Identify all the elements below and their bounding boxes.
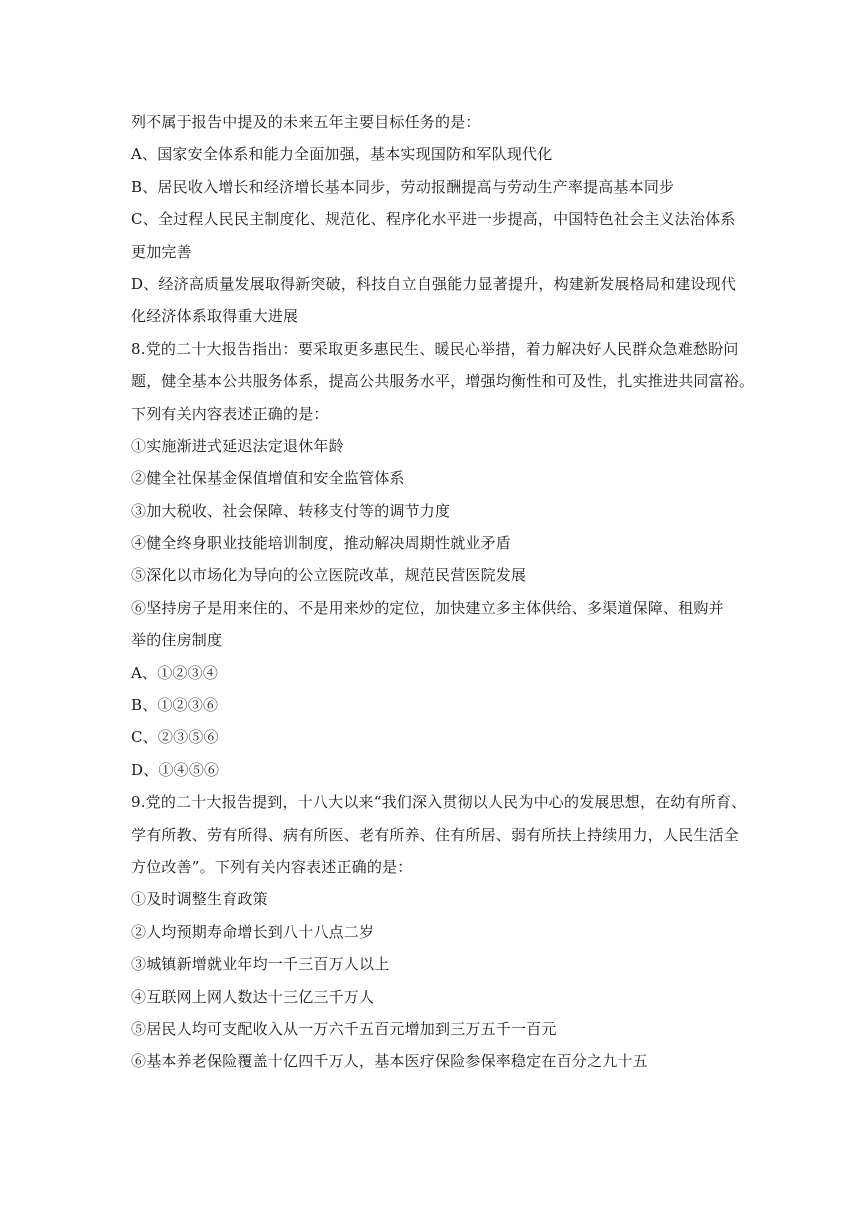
q8-item-5: ⑤深化以市场化为导向的公立医院改革，规范民营医院发展 <box>131 566 527 585</box>
question-content <box>131 106 771 1078</box>
q8-item-2: ②健全社保基金保值增值和安全监管体系 <box>131 469 405 488</box>
q9-stem-line3: 方位改善”。下列有关内容表述正确的是： <box>131 857 413 876</box>
q9-item-3: ③城镇新增就业年均一千三百万人以上 <box>131 955 390 974</box>
q9-stem-line1: 9.党的二十大报告提到，十八大以来“我们深入贯彻以人民为中心的发展思想，在幼有所育、 <box>131 793 747 812</box>
q8-option-c: C、②③⑤⑥ <box>131 728 219 747</box>
q9-item-5: ⑤居民人均可支配收入从一万六千五百元增加到三万五千一百元 <box>131 1019 557 1038</box>
q7-stem-tail: 列不属于报告中提及的未来五年主要目标任务的是： <box>131 113 481 131</box>
q7-option-c-line1: C、全过程人民民主制度化、规范化、程序化水平进一步提高，中国特色社会主义法治体系 <box>131 210 736 229</box>
q8-item-1: ①实施渐进式延迟法定退休年龄 <box>131 436 344 455</box>
q8-item-3: ③加大税收、社会保障、转移支付等的调节力度 <box>131 501 451 520</box>
q8-item-6-line2: 举的住房制度 <box>131 631 223 650</box>
q9-item-6: ⑥基本养老保险覆盖十亿四千万人，基本医疗保险参保率稳定在百分之九十五 <box>131 1052 648 1071</box>
q8-item-6-line1: ⑥坚持房子是用来住的、不是用来炒的定位，加快建立多主体供给、多渠道保障、租购并 <box>131 598 724 617</box>
q8-option-a: A、①②③④ <box>131 663 219 682</box>
q7-option-d-line1: D、经济高质量发展取得新突破，科技自立自强能力显著提升，构建新发展格局和建设现代 <box>131 274 737 293</box>
q7-option-a: A、国家安全体系和能力全面加强，基本实现国防和军队现代化 <box>131 145 553 164</box>
q8-stem-line3: 下列有关内容表述正确的是： <box>131 404 329 423</box>
q8-stem-line1: 8.党的二十大报告指出：要采取更多惠民生、暖民心举措，着力解决好人民群众急难愁盼问 <box>131 339 739 358</box>
q8-option-d: D、①④⑤⑥ <box>131 760 220 779</box>
q7-option-d-line2: 化经济体系取得重大进展 <box>131 307 299 326</box>
q7-option-c-line2: 更加完善 <box>131 242 192 261</box>
q8-item-4: ④健全终身职业技能培训制度，推动解决周期性就业矛盾 <box>131 534 512 553</box>
q9-item-1: ①及时调整生育政策 <box>131 890 268 909</box>
q7-option-b: B、居民收入增长和经济增长基本同步，劳动报酬提高与劳动生产率提高基本同步 <box>131 177 675 196</box>
q9-stem-line2: 学有所教、劳有所得、病有所医、老有所养、住有所居、弱有所扶上持续用力，人民生活全 <box>131 825 740 844</box>
q8-option-b: B、①②③⑥ <box>131 696 219 715</box>
q9-item-2: ②人均预期寿命增长到八十八点二岁 <box>131 922 375 941</box>
q8-stem-line2: 题，健全基本公共服务体系，提高公共服务水平，增强均衡性和可及性，扎实推进共同富裕。 <box>131 372 755 391</box>
q9-item-4: ④互联网上网人数达十三亿三千万人 <box>131 987 375 1006</box>
